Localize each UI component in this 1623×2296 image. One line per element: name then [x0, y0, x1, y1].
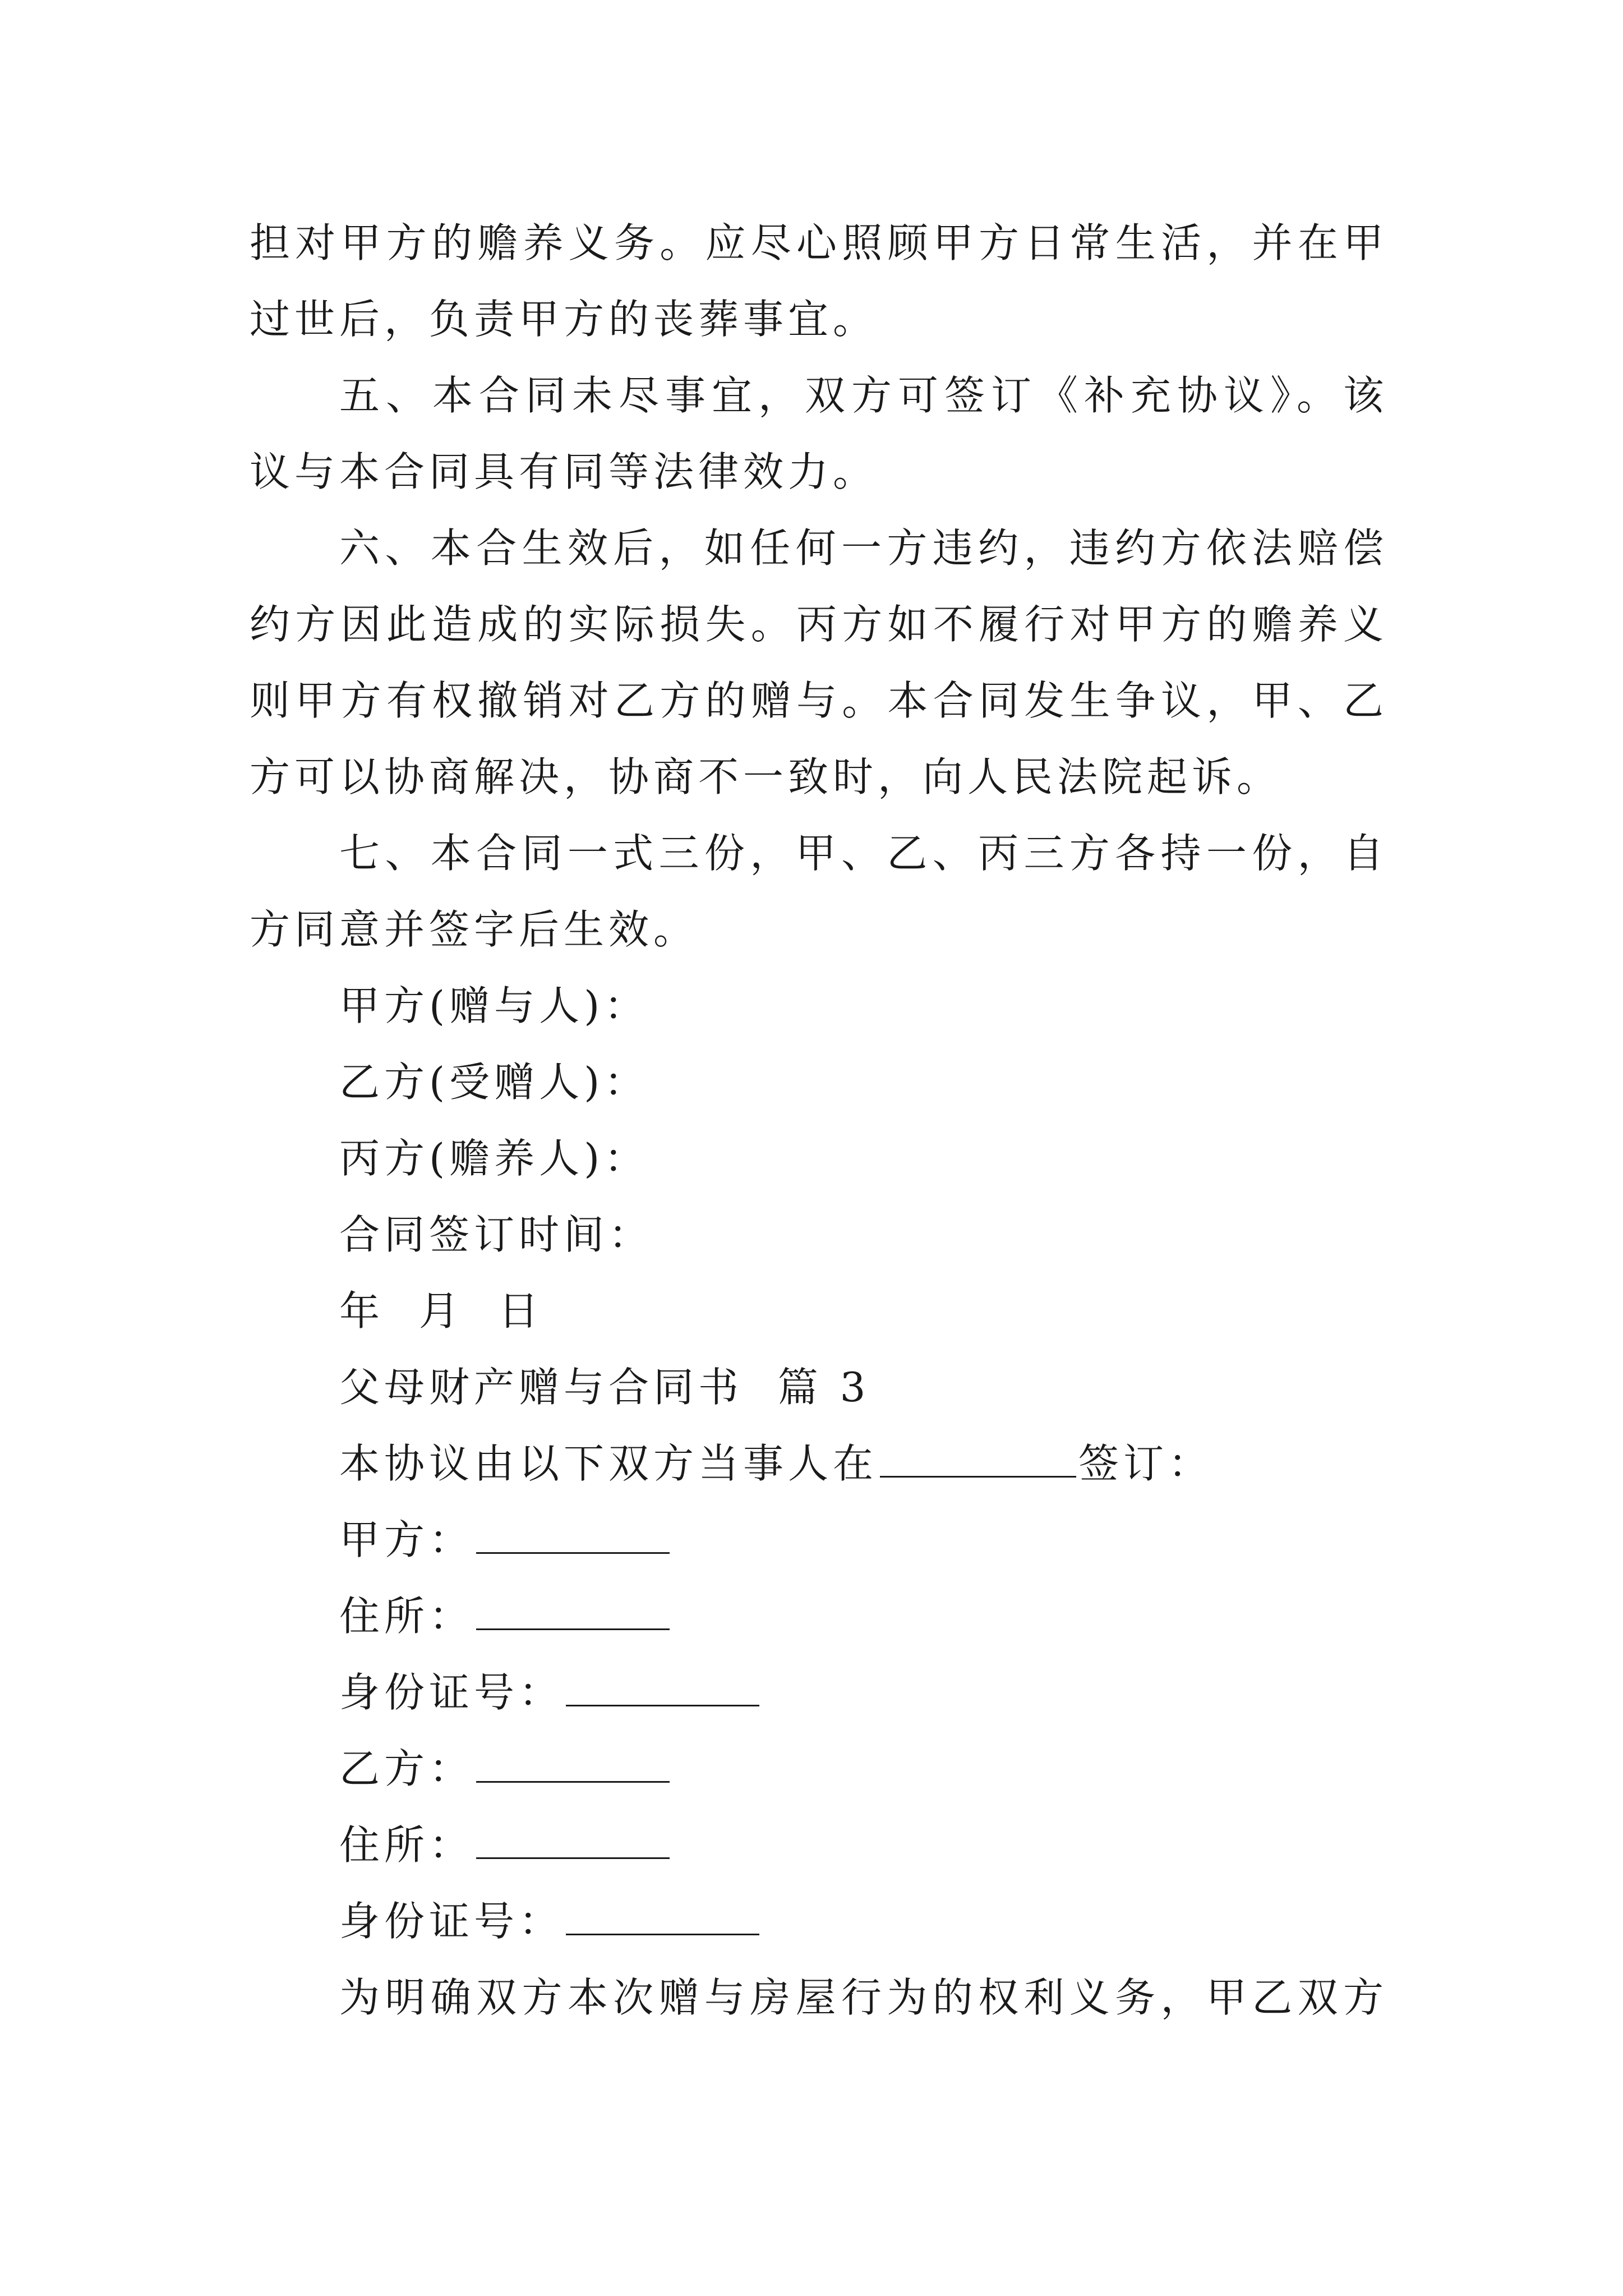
field-blank	[476, 1846, 670, 1859]
clause-5-line-1: 五、本合同未尽事宜，双方可签订《补充协议》。该	[339, 372, 1388, 419]
paragraph-line-2: 过世后，负责甲方的丧葬事宜。	[250, 296, 878, 343]
section-heading: 父母财产赠与合同书 篇 3	[339, 1364, 870, 1411]
field-label: 身份证号：	[339, 1669, 564, 1716]
signature-party-a: 甲方(赠与人)：	[339, 982, 649, 1029]
field-blank	[476, 1541, 670, 1554]
clause-6-line-1: 六、本合生效后，如任何一方违约，违约方依法赔偿	[339, 524, 1388, 572]
field-party-a	[339, 1502, 1388, 1578]
field-blank	[476, 1770, 670, 1783]
field-party-b	[339, 1731, 1388, 1807]
field-party-a-id	[339, 1654, 1388, 1731]
signing-date: 年 月 日	[339, 1287, 543, 1335]
clause-6-line-2: 约方因此造成的实际损失。丙方如不履行对甲方的赡养义	[250, 601, 1388, 648]
field-party-b-id	[339, 1883, 1388, 1959]
field-label: 甲方：	[339, 1516, 474, 1563]
closing-paragraph-line: 为明确双方本次赠与房屋行为的权利义务，甲乙双方	[339, 1974, 1388, 2021]
signing-time-label: 合同签订时间：	[339, 1211, 654, 1258]
signature-party-c: 丙方(赡养人)：	[339, 1135, 649, 1182]
field-party-a-address	[339, 1578, 1388, 1654]
paragraph-line-1: 担对甲方的赡养义务。应尽心照顾甲方日常生活，并在甲	[250, 219, 1388, 266]
field-label: 乙方：	[339, 1745, 474, 1792]
field-label: 身份证号：	[339, 1898, 564, 1945]
signing-place-blank	[880, 1465, 1076, 1478]
clause-6-line-3: 则甲方有权撤销对乙方的赠与。本合同发生争议，甲、乙	[250, 677, 1388, 724]
field-blank	[566, 1694, 759, 1706]
clause-7-line-2: 方同意并签字后生效。	[250, 906, 699, 953]
field-blank	[476, 1617, 670, 1630]
agreement-intro-before: 本协议由以下双方当事人在	[339, 1440, 878, 1487]
clause-7-line-1: 七、本合同一式三份，甲、乙、丙三方各持一份，自	[339, 830, 1388, 877]
agreement-intro-line	[339, 1425, 1388, 1502]
agreement-intro-after: 签订：	[1078, 1440, 1214, 1487]
clause-6-line-4: 方可以协商解决，协商不一致时，向人民法院起诉。	[250, 753, 1282, 800]
clause-5-line-2: 议与本合同具有同等法律效力。	[250, 448, 878, 495]
field-label: 住所：	[339, 1821, 474, 1869]
field-blank	[566, 1922, 759, 1935]
field-label: 住所：	[339, 1593, 474, 1640]
field-party-b-address	[339, 1807, 1388, 1883]
signature-party-b: 乙方(受赠人)：	[339, 1059, 649, 1106]
